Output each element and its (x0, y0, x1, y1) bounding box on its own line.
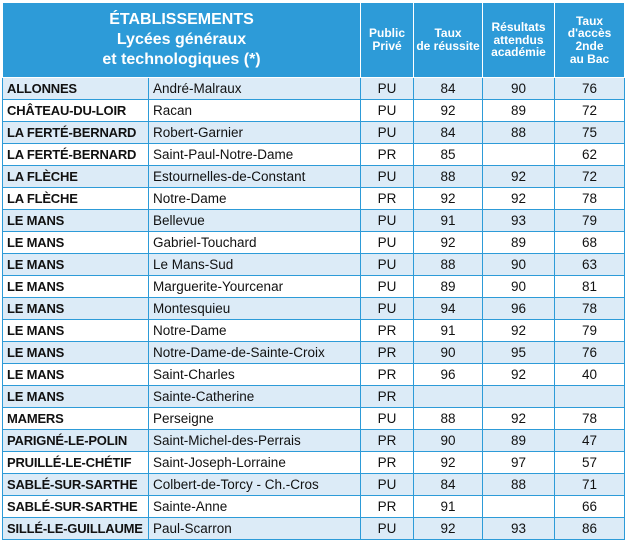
cell-taux-acces: 78 (555, 298, 625, 320)
header-resultats-attendus-line: Résultats (491, 20, 546, 35)
cell-taux-acces: 81 (555, 276, 625, 298)
cell-taux-reussite: 92 (414, 100, 483, 122)
cell-taux-reussite: 88 (414, 166, 483, 188)
cell-taux-acces: 71 (555, 474, 625, 496)
cell-resultats-attendus: 92 (483, 364, 555, 386)
table-row (3, 342, 625, 364)
cell-establishment-name: Le Mans-Sud (149, 254, 361, 276)
cell-taux-acces: 63 (555, 254, 625, 276)
cell-taux-reussite: 84 (414, 78, 483, 100)
cell-public-prive: PU (361, 232, 414, 254)
cell-resultats-attendus (483, 144, 555, 166)
cell-resultats-attendus: 96 (483, 298, 555, 320)
cell-establishment-name: Notre-Dame-de-Sainte-Croix (149, 342, 361, 364)
cell-public-prive: PU (361, 254, 414, 276)
cell-public-prive: PR (361, 342, 414, 364)
cell-establishment-name: Robert-Garnier (149, 122, 361, 144)
cell-public-prive: PU (361, 474, 414, 496)
cell-taux-reussite: 91 (414, 210, 483, 232)
cell-public-prive: PU (361, 298, 414, 320)
cell-taux-acces: 40 (555, 364, 625, 386)
cell-city: LA FERTÉ-BERNARD (3, 144, 149, 166)
cell-taux-reussite: 84 (414, 474, 483, 496)
table-body (3, 78, 625, 540)
cell-establishment-name: Notre-Dame (149, 320, 361, 342)
table-row (3, 496, 625, 518)
cell-city: LA FLÈCHE (3, 166, 149, 188)
cell-city: LA FERTÉ-BERNARD (3, 122, 149, 144)
cell-resultats-attendus: 90 (483, 78, 555, 100)
cell-establishment-name: Notre-Dame (149, 188, 361, 210)
cell-establishment-name: Colbert-de-Torcy - Ch.-Cros (149, 474, 361, 496)
cell-establishment-name: Paul-Scarron (149, 518, 361, 540)
table-row (3, 386, 625, 408)
header-taux-reussite-line: Taux (434, 26, 462, 41)
cell-establishment-name: Saint-Joseph-Lorraine (149, 452, 361, 474)
cell-public-prive: PU (361, 276, 414, 298)
header-taux-acces-line: d'accès (567, 26, 612, 41)
cell-city: LE MANS (3, 320, 149, 342)
cell-taux-acces: 72 (555, 100, 625, 122)
cell-taux-reussite: 88 (414, 254, 483, 276)
header-resultats-attendus-line: attendus (493, 32, 544, 47)
cell-public-prive: PU (361, 166, 414, 188)
cell-taux-reussite: 91 (414, 320, 483, 342)
cell-public-prive: PR (361, 430, 414, 452)
cell-taux-reussite: 90 (414, 342, 483, 364)
cell-city: LE MANS (3, 232, 149, 254)
table-row (3, 320, 625, 342)
cell-city: LE MANS (3, 342, 149, 364)
table-row (3, 518, 625, 540)
header-taux-acces-line: 2nde (575, 39, 604, 53)
cell-public-prive: PU (361, 100, 414, 122)
cell-establishment-name: Sainte-Catherine (149, 386, 361, 408)
cell-public-prive: PR (361, 496, 414, 518)
header-public-prive (361, 3, 414, 78)
table-row (3, 276, 625, 298)
cell-city: ALLONNES (3, 78, 149, 100)
cell-establishment-name: Estournelles-de-Constant (149, 166, 361, 188)
cell-establishment-name: André-Malraux (149, 78, 361, 100)
cell-taux-reussite: 91 (414, 496, 483, 518)
cell-city: SABLÉ-SUR-SARTHE (3, 474, 149, 496)
cell-city: SABLÉ-SUR-SARTHE (3, 496, 149, 518)
cell-resultats-attendus: 92 (483, 166, 555, 188)
cell-city: LE MANS (3, 254, 149, 276)
cell-public-prive: PU (361, 518, 414, 540)
header-row (3, 3, 625, 78)
cell-resultats-attendus: 88 (483, 474, 555, 496)
cell-resultats-attendus: 92 (483, 188, 555, 210)
table-row (3, 188, 625, 210)
cell-establishment-name: Bellevue (149, 210, 361, 232)
results-table (2, 2, 625, 540)
cell-taux-reussite (414, 386, 483, 408)
cell-taux-acces: 79 (555, 320, 625, 342)
cell-establishment-name: Marguerite-Yourcenar (149, 276, 361, 298)
header-taux-reussite (414, 3, 483, 78)
cell-city: LE MANS (3, 364, 149, 386)
header-resultats-attendus-line: académie (491, 45, 546, 60)
header-taux-reussite-line: de réussite (416, 39, 480, 53)
cell-resultats-attendus: 93 (483, 518, 555, 540)
cell-resultats-attendus (483, 386, 555, 408)
header-etablissements (3, 3, 361, 78)
cell-resultats-attendus (483, 496, 555, 518)
cell-resultats-attendus: 88 (483, 122, 555, 144)
cell-taux-acces: 62 (555, 144, 625, 166)
cell-city: MAMERS (3, 408, 149, 430)
cell-taux-reussite: 85 (414, 144, 483, 166)
table-row (3, 298, 625, 320)
cell-resultats-attendus: 93 (483, 210, 555, 232)
table-row (3, 452, 625, 474)
cell-resultats-attendus: 97 (483, 452, 555, 474)
cell-taux-reussite: 84 (414, 122, 483, 144)
header-public-prive-line: Privé (372, 39, 402, 53)
cell-establishment-name: Racan (149, 100, 361, 122)
cell-public-prive: PU (361, 78, 414, 100)
table-row (3, 144, 625, 166)
cell-establishment-name: Gabriel-Touchard (149, 232, 361, 254)
cell-city: SILLÉ-LE-GUILLAUME (3, 518, 149, 540)
cell-taux-acces: 66 (555, 496, 625, 518)
cell-taux-reussite: 92 (414, 518, 483, 540)
cell-taux-reussite: 90 (414, 430, 483, 452)
cell-establishment-name: Saint-Paul-Notre-Dame (149, 144, 361, 166)
cell-public-prive: PR (361, 320, 414, 342)
cell-public-prive: PU (361, 408, 414, 430)
cell-city: LE MANS (3, 298, 149, 320)
cell-taux-acces: 76 (555, 342, 625, 364)
cell-public-prive: PR (361, 386, 414, 408)
cell-taux-acces: 76 (555, 78, 625, 100)
cell-establishment-name: Saint-Charles (149, 364, 361, 386)
header-taux-acces-line: Taux (575, 13, 604, 28)
cell-city: LE MANS (3, 386, 149, 408)
cell-taux-reussite: 88 (414, 408, 483, 430)
cell-public-prive: PR (361, 364, 414, 386)
cell-resultats-attendus: 89 (483, 232, 555, 254)
table-row (3, 430, 625, 452)
cell-taux-reussite: 89 (414, 276, 483, 298)
cell-taux-acces: 57 (555, 452, 625, 474)
cell-public-prive: PR (361, 188, 414, 210)
table-row (3, 232, 625, 254)
table-row (3, 78, 625, 100)
results-table-container (2, 2, 624, 548)
header-taux-acces-line: au Bac (569, 51, 610, 66)
cell-taux-reussite: 92 (414, 188, 483, 210)
header-etablissements-title: ÉTABLISSEMENTS (109, 11, 254, 28)
cell-city: LA FLÈCHE (3, 188, 149, 210)
cell-resultats-attendus: 89 (483, 100, 555, 122)
cell-taux-acces: 72 (555, 166, 625, 188)
cell-taux-acces: 68 (555, 232, 625, 254)
cell-city: LE MANS (3, 210, 149, 232)
table-row (3, 166, 625, 188)
cell-establishment-name: Sainte-Anne (149, 496, 361, 518)
cell-taux-acces: 86 (555, 518, 625, 540)
cell-resultats-attendus: 89 (483, 430, 555, 452)
cell-resultats-attendus: 90 (483, 276, 555, 298)
cell-taux-acces: 78 (555, 188, 625, 210)
table-row (3, 254, 625, 276)
cell-taux-acces: 75 (555, 122, 625, 144)
header-subtitle-line1: Lycées généraux (116, 31, 247, 48)
cell-public-prive: PR (361, 452, 414, 474)
cell-taux-acces: 78 (555, 408, 625, 430)
cell-public-prive: PR (361, 144, 414, 166)
cell-taux-acces: 79 (555, 210, 625, 232)
cell-resultats-attendus: 92 (483, 320, 555, 342)
cell-city: CHÂTEAU-DU-LOIR (3, 100, 149, 122)
cell-establishment-name: Montesquieu (149, 298, 361, 320)
cell-city: PRUILLÉ-LE-CHÉTIF (3, 452, 149, 474)
cell-taux-acces: 47 (555, 430, 625, 452)
table-row (3, 408, 625, 430)
table-row (3, 100, 625, 122)
cell-public-prive: PU (361, 210, 414, 232)
cell-establishment-name: Saint-Michel-des-Perrais (149, 430, 361, 452)
cell-resultats-attendus: 95 (483, 342, 555, 364)
cell-resultats-attendus: 90 (483, 254, 555, 276)
cell-city: PARIGNÉ-LE-POLIN (3, 430, 149, 452)
cell-city: LE MANS (3, 276, 149, 298)
cell-establishment-name: Perseigne (149, 408, 361, 430)
cell-taux-reussite: 96 (414, 364, 483, 386)
cell-public-prive: PU (361, 122, 414, 144)
cell-taux-reussite: 92 (414, 232, 483, 254)
header-subtitle-line2: et technologiques (*) (102, 51, 261, 68)
table-row (3, 474, 625, 496)
header-resultats-attendus (483, 3, 555, 78)
table-row (3, 210, 625, 232)
cell-taux-reussite: 92 (414, 452, 483, 474)
cell-taux-reussite: 94 (414, 298, 483, 320)
cell-taux-acces (555, 386, 625, 408)
table-row (3, 122, 625, 144)
table-row (3, 364, 625, 386)
header-taux-acces (555, 3, 625, 78)
cell-resultats-attendus: 92 (483, 408, 555, 430)
header-public-prive-line: Public (369, 26, 406, 41)
